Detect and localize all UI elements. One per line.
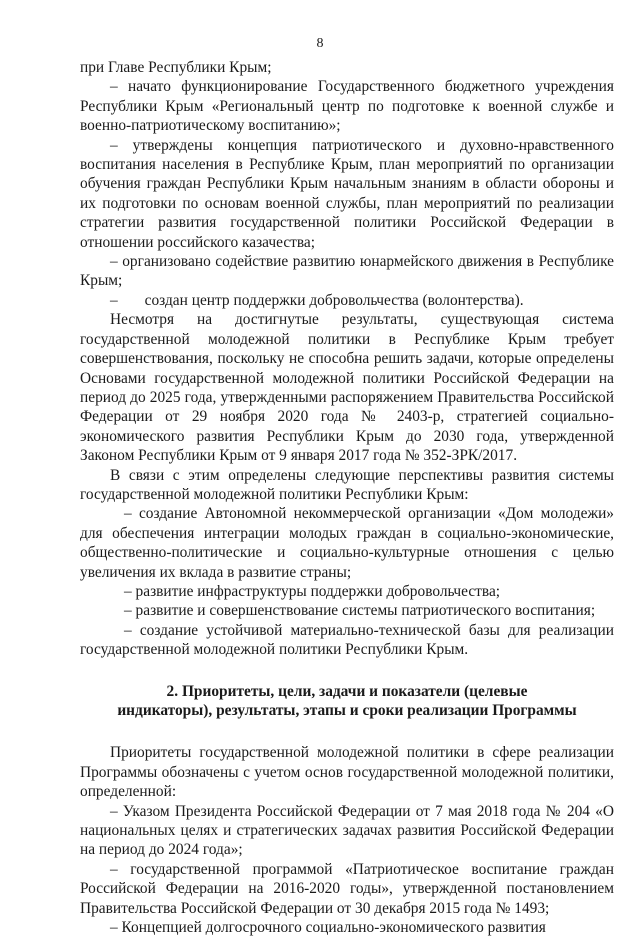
paragraph: В связи с этим определены следующие перспективы развития системы государственной молодежной политики Республики Крым:	[80, 466, 614, 503]
section-heading	[80, 682, 614, 721]
list-item: – развитие и совершенствование системы патриотического воспитания;	[124, 602, 596, 620]
list-item: – начато функционирование Государственного бюджетного учреждения Республики Крым «Региональный центр по подготовке к военной службе и военно-патриотическому воспитанию»;	[80, 78, 614, 135]
list-item: – утверждены концепция патриотического и духовно-нравственного воспитания населения в Республике Крым, план мероприятий по организации обучения граждан Республики Крым начальным знаниям в области обороны и их подготовки по основам военной службы, план мероприятий по реализации стратегии развития государственной политики Российской Федерации в отношении российского казачества;	[80, 136, 614, 251]
page-number: 8	[316, 36, 324, 51]
list-item: – развитие инфраструктуры поддержки добровольчества;	[124, 582, 501, 600]
list-item: – Концепцией долгосрочного социально-экономического развития	[110, 919, 546, 937]
list-item: – организовано содействие развитию юнармейского движения в Республике Крым;	[80, 253, 614, 290]
list-item: – Указом Президента Российской Федерации от 7 мая 2018 года № 204 «О национальных целях и стратегических задачах развития Российской Федерации на период до 2024 года»;	[80, 802, 614, 859]
list-item: – создан центр поддержки добровольчества (волонтерства).	[110, 291, 524, 309]
list-item: – создание устойчивой материально-технической базы для реализации государственной молодежной политики Республики Крым.	[80, 621, 614, 659]
list-item: – создание Автономной некоммерческой организации «Дом молодежи» для обеспечения интеграции молодых граждан в социально-экономические, общественно-политические и социально-культурные отношения с целью увеличения их вклада в развитие страны;	[80, 505, 614, 581]
list-item: – государственной программой «Патриотическое воспитание граждан Российской Федерации на 2016-2020 годы», утвержденной постановлением Правительства Российской Федерации от 30 декабря 2015 года № 1493;	[80, 860, 614, 917]
paragraph: Приоритеты государственной молодежной политики в сфере реализации Программы обозначены с учетом основ государственной молодежной политики, определенной:	[80, 744, 614, 801]
document-body	[80, 58, 614, 937]
section-heading-line: 2. Приоритеты, цели, задачи и показатели (целевые	[166, 682, 528, 700]
section-heading-line: индикаторы), результаты, этапы и сроки реализации Программы	[117, 702, 577, 719]
paragraph: при Главе Республики Крым;	[80, 59, 272, 76]
paragraph: Несмотря на достигнутые результаты, существующая система государственной молодежной политики в Республике Крым требует совершенствования, поскольку не способна решить задачи, которые определены Основами государственной молодежной политики Российской Федерации на период до 2025 года, утвержденными распоряжением Правительства Российской Федерации от 29 ноября 2020 года № 2403-р, стратегией социально-экономического развития Республики Крым до 2030 года, утвержденной Законом Республики Крым от 9 января 2017 года № 352-ЗРК/2017.	[80, 311, 614, 465]
